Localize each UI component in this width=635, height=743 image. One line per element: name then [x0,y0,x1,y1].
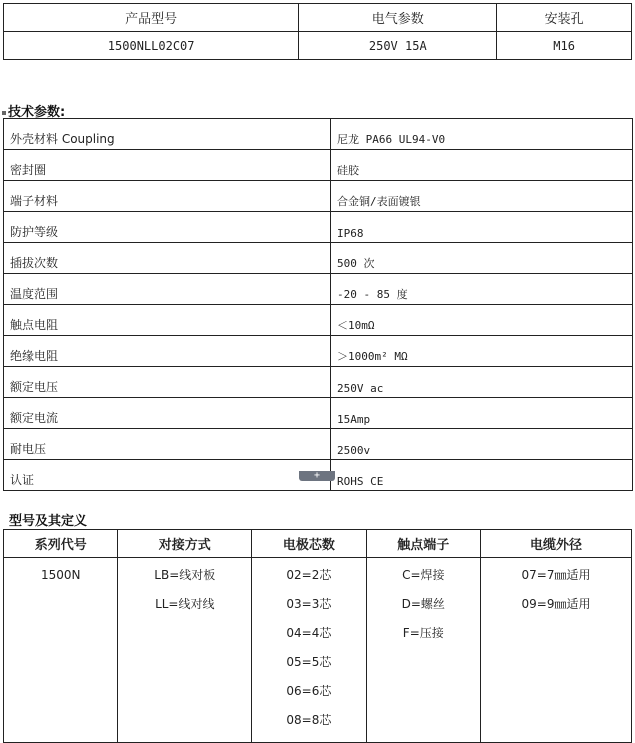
definition-item: C=焊接 [402,568,445,582]
definition-item: 09=9㎜适用 [521,597,591,611]
definition-item: 03=3芯 [286,597,332,611]
spec-key: 绝缘电阻 [4,336,331,367]
table-row [4,212,633,243]
table-row [4,150,633,181]
model-number-cell: 1500NLL02C07 [4,32,299,60]
spec-value: 2500v [331,429,633,460]
mounting-hole-cell: M16 [497,32,632,60]
tech-params-title: 技术参数: [2,101,65,120]
definition-item: 02=2芯 [286,568,332,582]
spec-table [3,118,633,491]
spec-value: 尼龙 PA66 UL94-V0 [331,119,633,150]
definition-item: LB=线对板 [154,568,216,582]
spec-value: 250V ac [331,367,633,398]
table-row [4,429,633,460]
definition-item: 1500N [40,568,81,582]
spec-key: 触点电阻 [4,305,331,336]
electrical-params-cell: 250V 15A [299,32,497,60]
spec-value: 合金铜/表面镀银 [331,181,633,212]
table-row [4,398,633,429]
spec-value: ＞1000m² MΩ [331,336,633,367]
spec-value: 15Amp [331,398,633,429]
spec-value: ＜10mΩ [331,305,633,336]
product-table [3,3,632,60]
spec-key: 额定电流 [4,398,331,429]
definition-item: 06=6芯 [286,684,332,698]
header-cell: 安装孔 [497,4,632,32]
definition-header: 对接方式 [118,530,252,558]
definition-table [3,529,632,743]
table-row [4,274,633,305]
definition-column [118,558,252,743]
table-row [4,119,633,150]
spec-value: 500 次 [331,243,633,274]
spec-key: 温度范围 [4,274,331,305]
definition-header: 触点端子 [366,530,480,558]
spec-value: ROHS CE [331,460,633,491]
table-row [4,243,633,274]
definition-item: F=压接 [402,626,444,640]
definition-item: D=螺丝 [401,597,445,611]
spec-key: 外壳材料 Coupling [4,119,331,150]
model-definition-title: 型号及其定义 [9,514,88,529]
bullet-icon [2,111,6,115]
spec-key: 防护等级 [4,212,331,243]
spec-key: 耐电压 [4,429,331,460]
spec-key: 端子材料 [4,181,331,212]
spec-key: 密封圈 [4,150,331,181]
header-cell: 产品型号 [4,4,299,32]
spec-key: 额定电压 [4,367,331,398]
spec-key: 插拔次数 [4,243,331,274]
definition-item: 05=5芯 [286,655,332,669]
spec-value: IP68 [331,212,633,243]
definition-item: LL=线对线 [155,597,215,611]
table-row [4,305,633,336]
table-row [4,181,633,212]
definition-header: 电极芯数 [252,530,366,558]
definition-header: 电缆外径 [480,530,631,558]
expand-button[interactable]: + [299,471,335,481]
header-cell: 电气参数 [299,4,497,32]
definition-column [252,558,366,743]
table-row [4,336,633,367]
definition-item: 08=8芯 [286,713,332,727]
definition-column [366,558,480,743]
definition-column [480,558,631,743]
definition-header: 系列代号 [4,530,118,558]
spec-key: 认证 [4,460,331,491]
definition-item: 04=4芯 [286,626,332,640]
table-row [4,367,633,398]
spec-value: 硅胶 [331,150,633,181]
spec-value: -20 - 85 度 [331,274,633,305]
definition-item: 07=7㎜适用 [521,568,591,582]
definition-column [4,558,118,743]
